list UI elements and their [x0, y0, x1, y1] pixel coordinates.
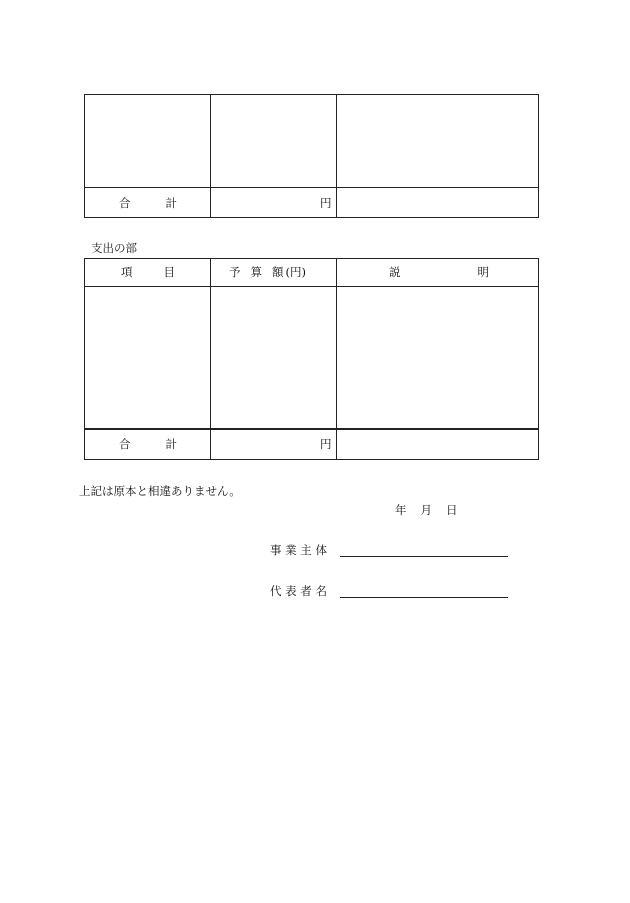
header-item: 項 目: [121, 265, 175, 279]
expense-section-title: 支出の部: [91, 241, 137, 255]
date-day: 日: [446, 503, 458, 517]
income-total-currency: 円: [320, 196, 332, 210]
expense-total-currency: 円: [320, 437, 332, 451]
representative-label: 代 表 者 名: [270, 584, 327, 598]
expense-total-label: 合 計: [119, 437, 177, 451]
header-explanation: 説 明: [389, 265, 489, 279]
representative-field-line[interactable]: [340, 597, 508, 598]
entity-field-line[interactable]: [340, 556, 508, 557]
date-month: 月: [420, 503, 432, 517]
date-line: [395, 503, 458, 517]
header-budget: 予 算 額 (円): [229, 265, 306, 279]
certification-statement: 上記は原本と相違ありません。: [79, 484, 241, 498]
income-total-label: 合 計: [119, 196, 177, 210]
entity-label: 事 業 主 体: [270, 543, 327, 557]
date-year: 年: [395, 503, 407, 517]
